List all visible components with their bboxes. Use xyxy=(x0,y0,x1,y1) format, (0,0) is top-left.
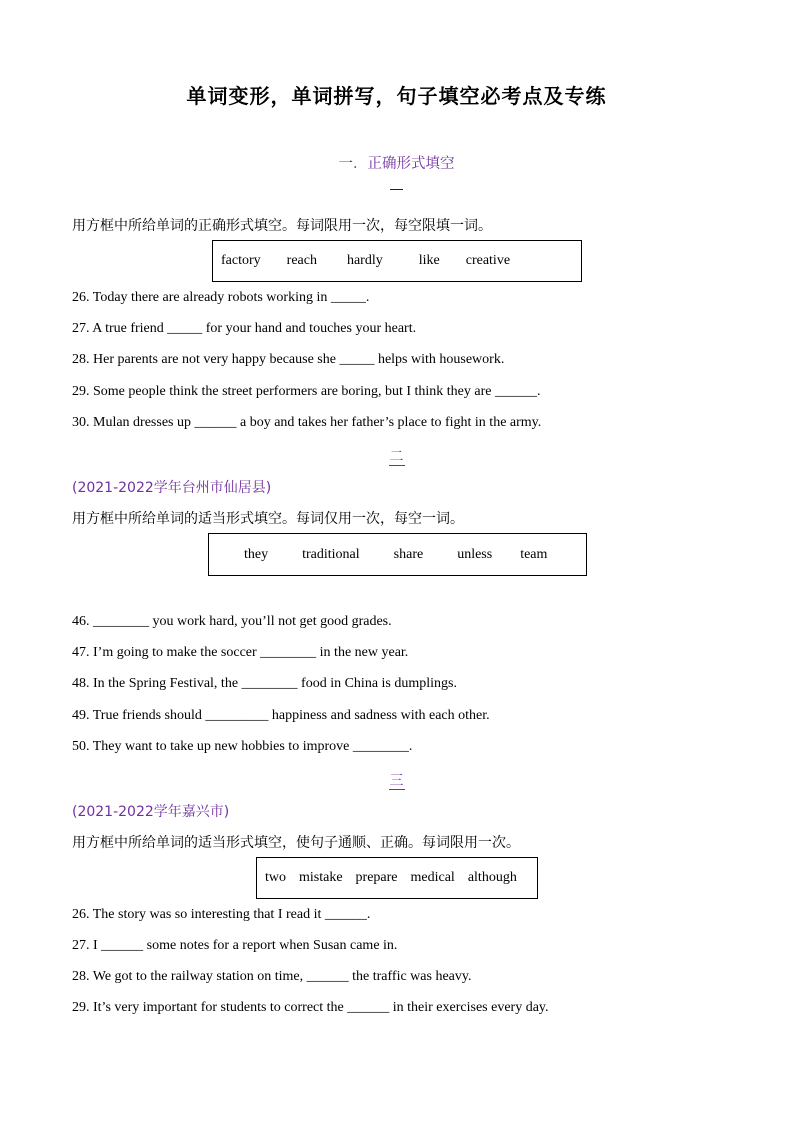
question-item: 29. Some people think the street performers are boring, but I think they are ______. xyxy=(72,384,541,399)
section-2-word-box xyxy=(208,533,587,576)
question-item: 49. True friends should _________ happiness and sadness with each other. xyxy=(72,708,490,723)
question-item: 27. A true friend _____ for your hand and touches your heart. xyxy=(72,321,417,336)
section-3-number-text: 三 xyxy=(389,773,404,789)
page-title: 单词变形，单词拼写，句子填空必考点及专练 xyxy=(186,84,607,108)
question-item: 26. Today there are already robots working in _____. xyxy=(72,290,370,305)
word-box-item: factory xyxy=(221,253,261,268)
section-2-source: (2021-2022学年台州市仙居县) xyxy=(72,480,272,496)
word-box-item: they xyxy=(244,546,269,562)
section-3-number xyxy=(0,770,793,790)
question-item: 27. I ______ some notes for a report when Susan came in. xyxy=(72,938,398,953)
word-box-item: team xyxy=(520,546,548,562)
word-box-item: creative xyxy=(465,253,511,268)
question-item: 50. They want to take up new hobbies to improve ________. xyxy=(72,739,413,754)
word-box-item: unless xyxy=(457,546,493,562)
question-item: 47. I’m going to make the soccer ________ in the new year. xyxy=(72,645,409,660)
word-box-item: two xyxy=(265,870,286,885)
section-2-number xyxy=(0,446,793,466)
question-item: 26. The story was so interesting that I read it ______. xyxy=(72,907,371,922)
section-2-instruction: 用方框中所给单词的适当形式填空。每词仅用一次，每空一词。 xyxy=(72,511,464,527)
section-1-instruction: 用方框中所给单词的正确形式填空。每词限用一次，每空限填一词。 xyxy=(72,218,492,234)
question-item: 48. In the Spring Festival, the ________ food in China is dumplings. xyxy=(72,676,457,691)
section-3-source: (2021-2022学年嘉兴市) xyxy=(72,804,230,820)
question-item: 46. ________ you work hard, you’ll not get good grades. xyxy=(72,614,392,629)
word-box-item: prepare xyxy=(355,870,398,885)
word-box-item: share xyxy=(393,546,424,562)
section-3-instruction: 用方框中所给单词的适当形式填空，使句子通顺、正确。每词限用一次。 xyxy=(72,835,520,851)
word-box-item: like xyxy=(418,253,440,268)
section-1-heading: 一．正确形式填空 xyxy=(338,156,455,172)
word-box-item: mistake xyxy=(299,870,343,885)
word-box-item: hardly xyxy=(346,253,383,268)
section-1-word-box xyxy=(212,240,582,282)
question-item: 29. It’s very important for students to correct the ______ in their exercises every day. xyxy=(72,1000,549,1015)
question-item: 30. Mulan dresses up ______ a boy and takes her father’s place to fight in the army. xyxy=(72,415,542,430)
question-item: 28. Her parents are not very happy because she _____ helps with housework. xyxy=(72,352,505,367)
word-box-item: medical xyxy=(410,870,455,885)
word-box-item: traditional xyxy=(302,546,360,562)
section-3-word-box xyxy=(256,857,538,899)
question-item: 28. We got to the railway station on time, ______ the traffic was heavy. xyxy=(72,969,472,984)
word-box-item: reach xyxy=(286,253,317,268)
section-2-number-text: 二 xyxy=(389,449,404,465)
word-box-item: although xyxy=(467,870,517,885)
heading-underline-mark xyxy=(390,189,403,190)
